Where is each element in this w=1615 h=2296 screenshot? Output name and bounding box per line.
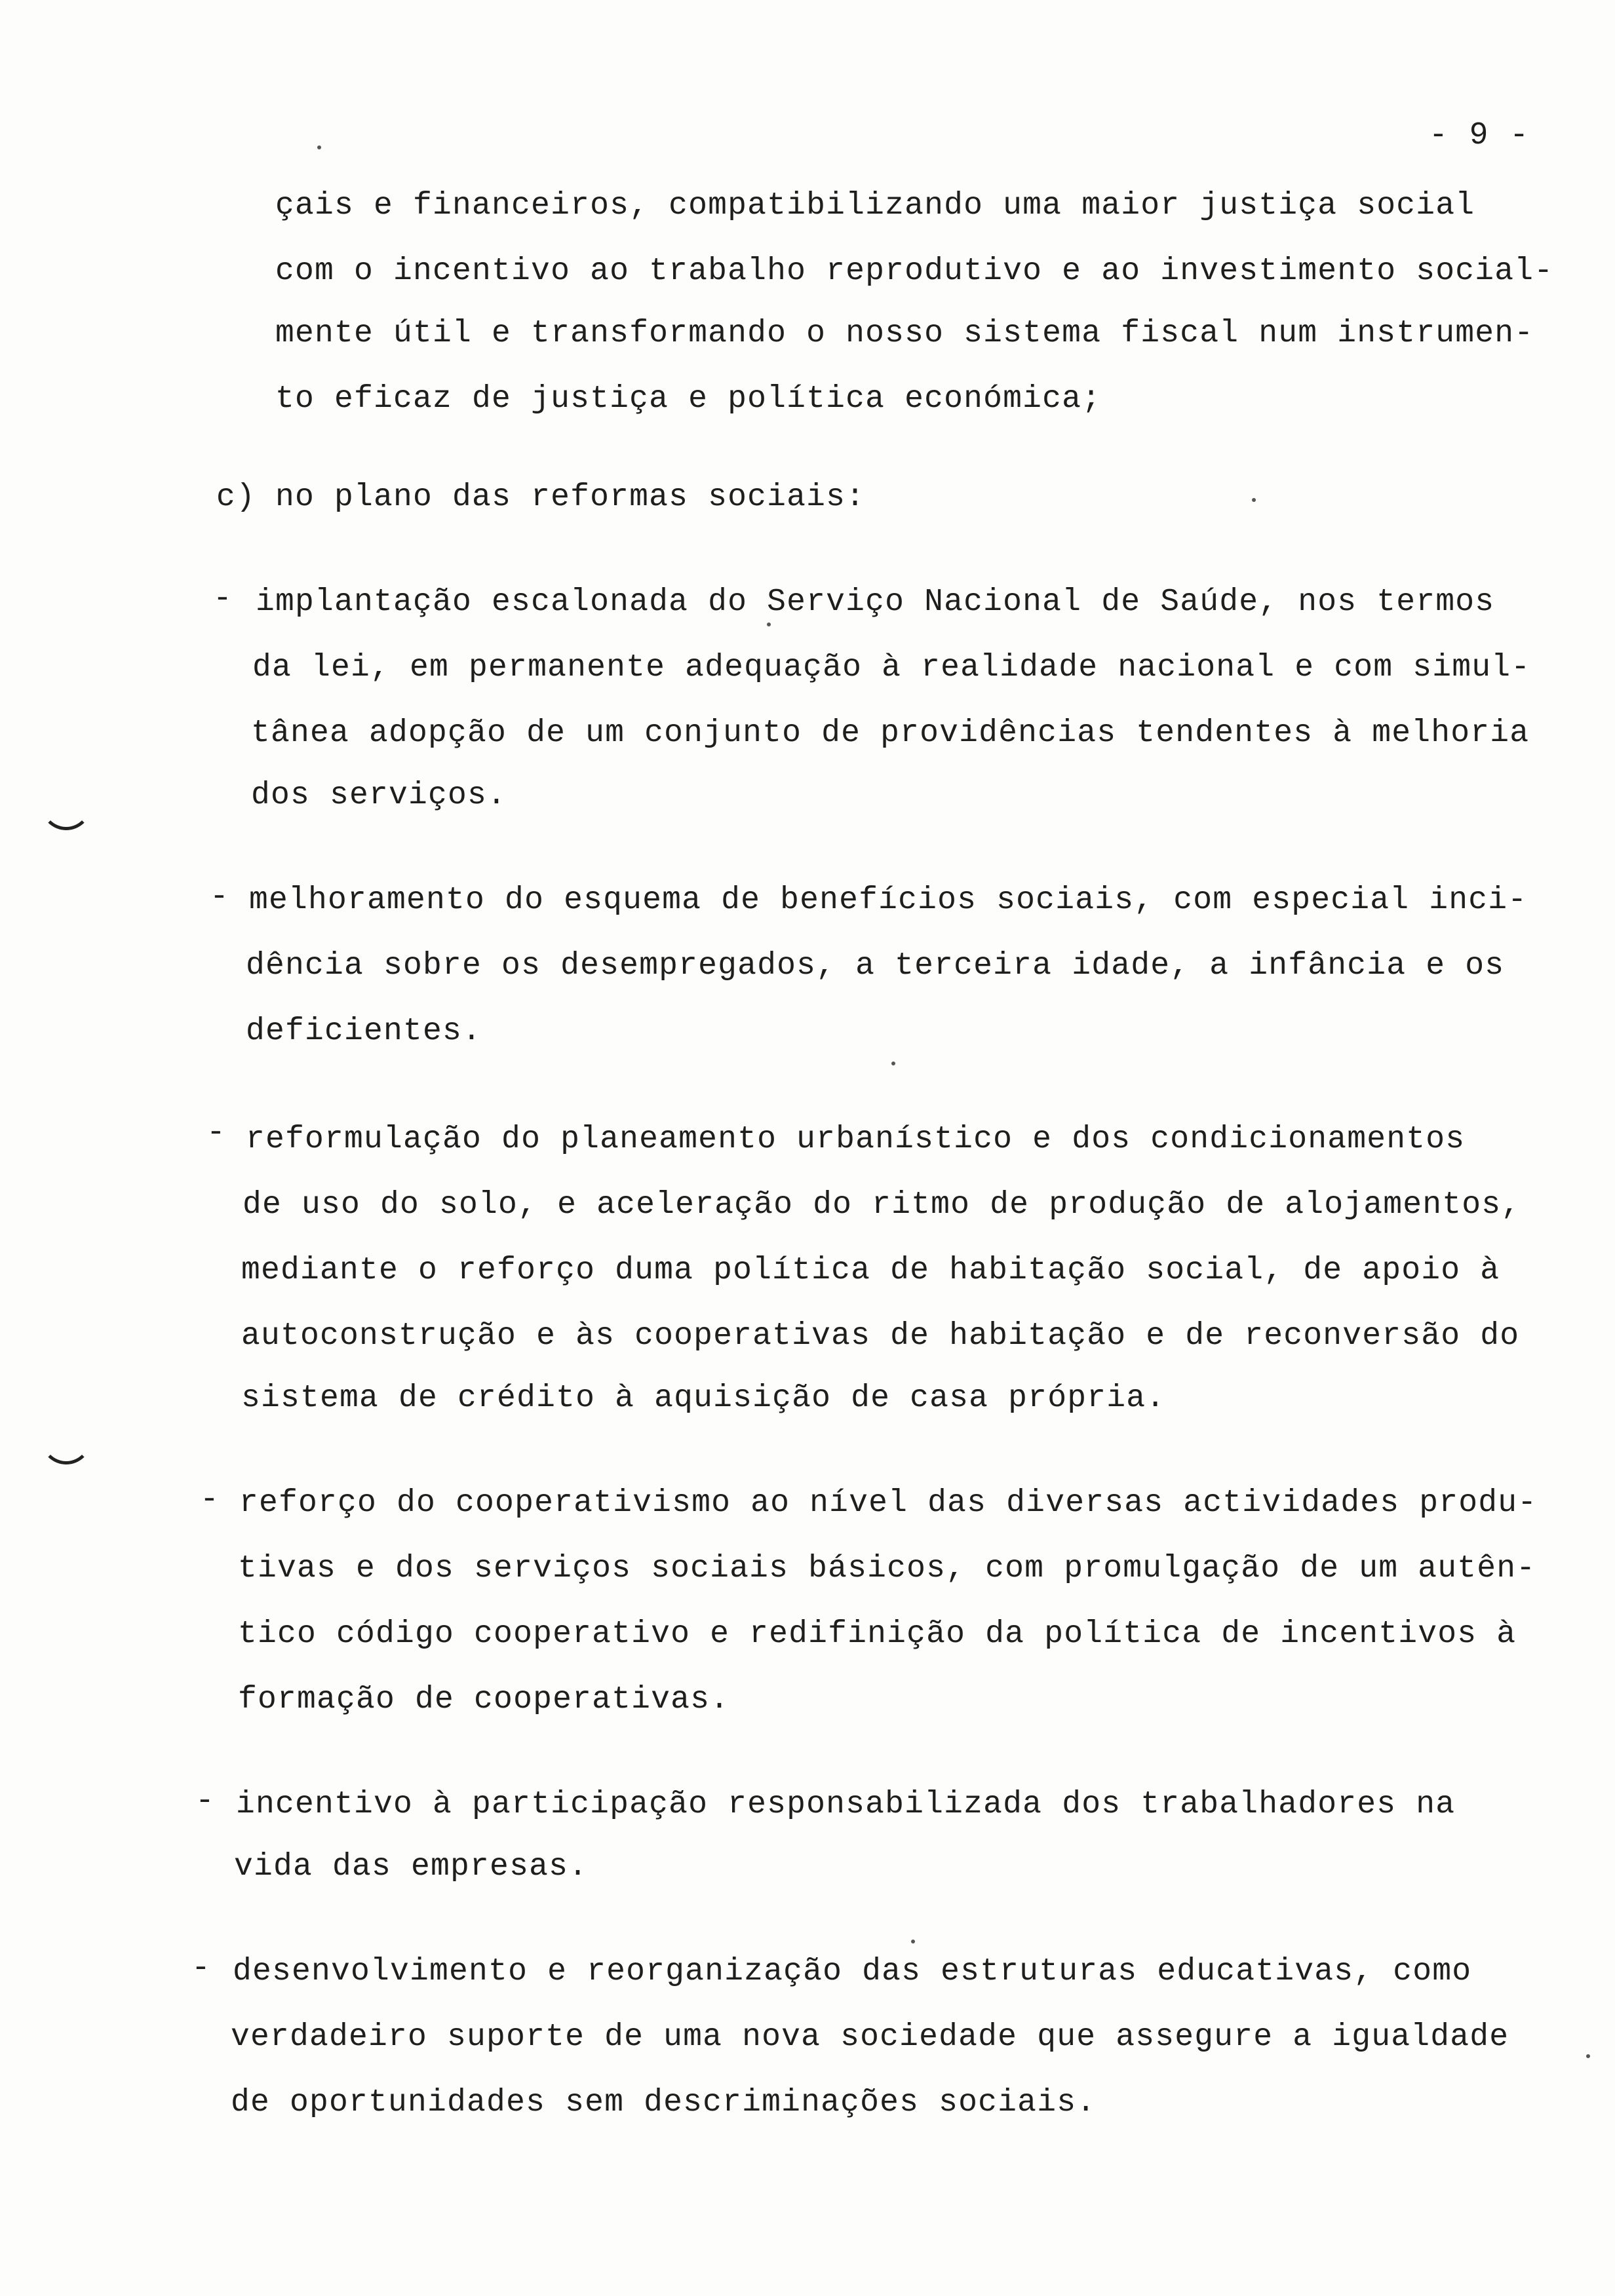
scan-mark	[41, 1435, 92, 1464]
list-item-line: verdadeiro suporte de uma nova sociedade que assegure a igualdade	[231, 2019, 1509, 2055]
scan-speck	[1252, 498, 1256, 502]
list-marker: -	[200, 1482, 219, 1518]
list-item-line: mediante o reforço duma política de habitação social, de apoio à	[241, 1253, 1500, 1288]
list-item-line: dos serviços.	[251, 778, 507, 813]
list-item-line: de uso do solo, e aceleração do ritmo de produção de alojamentos,	[243, 1187, 1521, 1223]
list-item-line: sistema de crédito à aquisição de casa própria.	[241, 1381, 1166, 1416]
paragraph-line: mente útil e transformando o nosso sistema fiscal num instrumen-	[275, 316, 1534, 351]
scan-speck	[767, 622, 771, 626]
scan-speck	[911, 1940, 915, 1943]
list-item-line: da lei, em permanente adequação à realidade nacional e com simul-	[252, 650, 1531, 685]
list-marker: -	[210, 879, 229, 915]
scan-mark	[41, 801, 92, 830]
list-item-line: implantação escalonada do Serviço Nacional de Saúde, nos termos	[256, 584, 1495, 620]
list-item-line: de oportunidades sem descriminações sociais.	[231, 2085, 1097, 2120]
paragraph-line: çais e financeiros, compatibilizando uma maior justiça social	[275, 188, 1475, 223]
list-item-line: reformulação do planeamento urbanístico e dos condicionamentos	[246, 1122, 1466, 1157]
scan-speck	[317, 145, 321, 149]
scan-speck	[891, 1062, 895, 1065]
list-marker: -	[195, 1784, 214, 1819]
list-item-line: reforço do cooperativismo ao nível das diversas actividades produ-	[239, 1485, 1538, 1521]
list-marker: -	[206, 1115, 225, 1151]
list-item-line: tivas e dos serviços sociais básicos, com promulgação de um autên-	[238, 1551, 1536, 1586]
list-marker: -	[213, 581, 232, 617]
scan-speck	[1586, 2054, 1590, 2058]
list-item-line: formação de cooperativas.	[238, 1682, 730, 1717]
list-item-line: incentivo à participação responsabilizada dos trabalhadores na	[236, 1787, 1456, 1822]
list-item-line: vida das empresas.	[234, 1849, 589, 1885]
paragraph-line: com o incentivo ao trabalho reprodutivo e ao investimento social-	[275, 254, 1554, 289]
section-heading: c) no plano das reformas sociais:	[216, 480, 866, 515]
list-marker: -	[191, 1951, 210, 1986]
list-item-line: desenvolvimento e reorganização das estruturas educativas, como	[233, 1954, 1472, 1989]
list-item-line: tânea adopção de um conjunto de providências tendentes à melhoria	[251, 716, 1530, 751]
list-item-line: deficientes.	[246, 1014, 482, 1049]
list-item-line: autoconstrução e às cooperativas de habitação e de reconversão do	[241, 1318, 1520, 1354]
list-item-line: melhoramento do esquema de benefícios sociais, com especial inci-	[249, 883, 1528, 918]
list-item-line: tico código cooperativo e redifinição da política de incentivos à	[238, 1617, 1517, 1652]
paragraph-line: to eficaz de justiça e política económica;	[275, 381, 1102, 417]
page-number: - 9 -	[1429, 118, 1530, 153]
list-item-line: dência sobre os desempregados, a terceira idade, a infância e os	[246, 948, 1505, 984]
